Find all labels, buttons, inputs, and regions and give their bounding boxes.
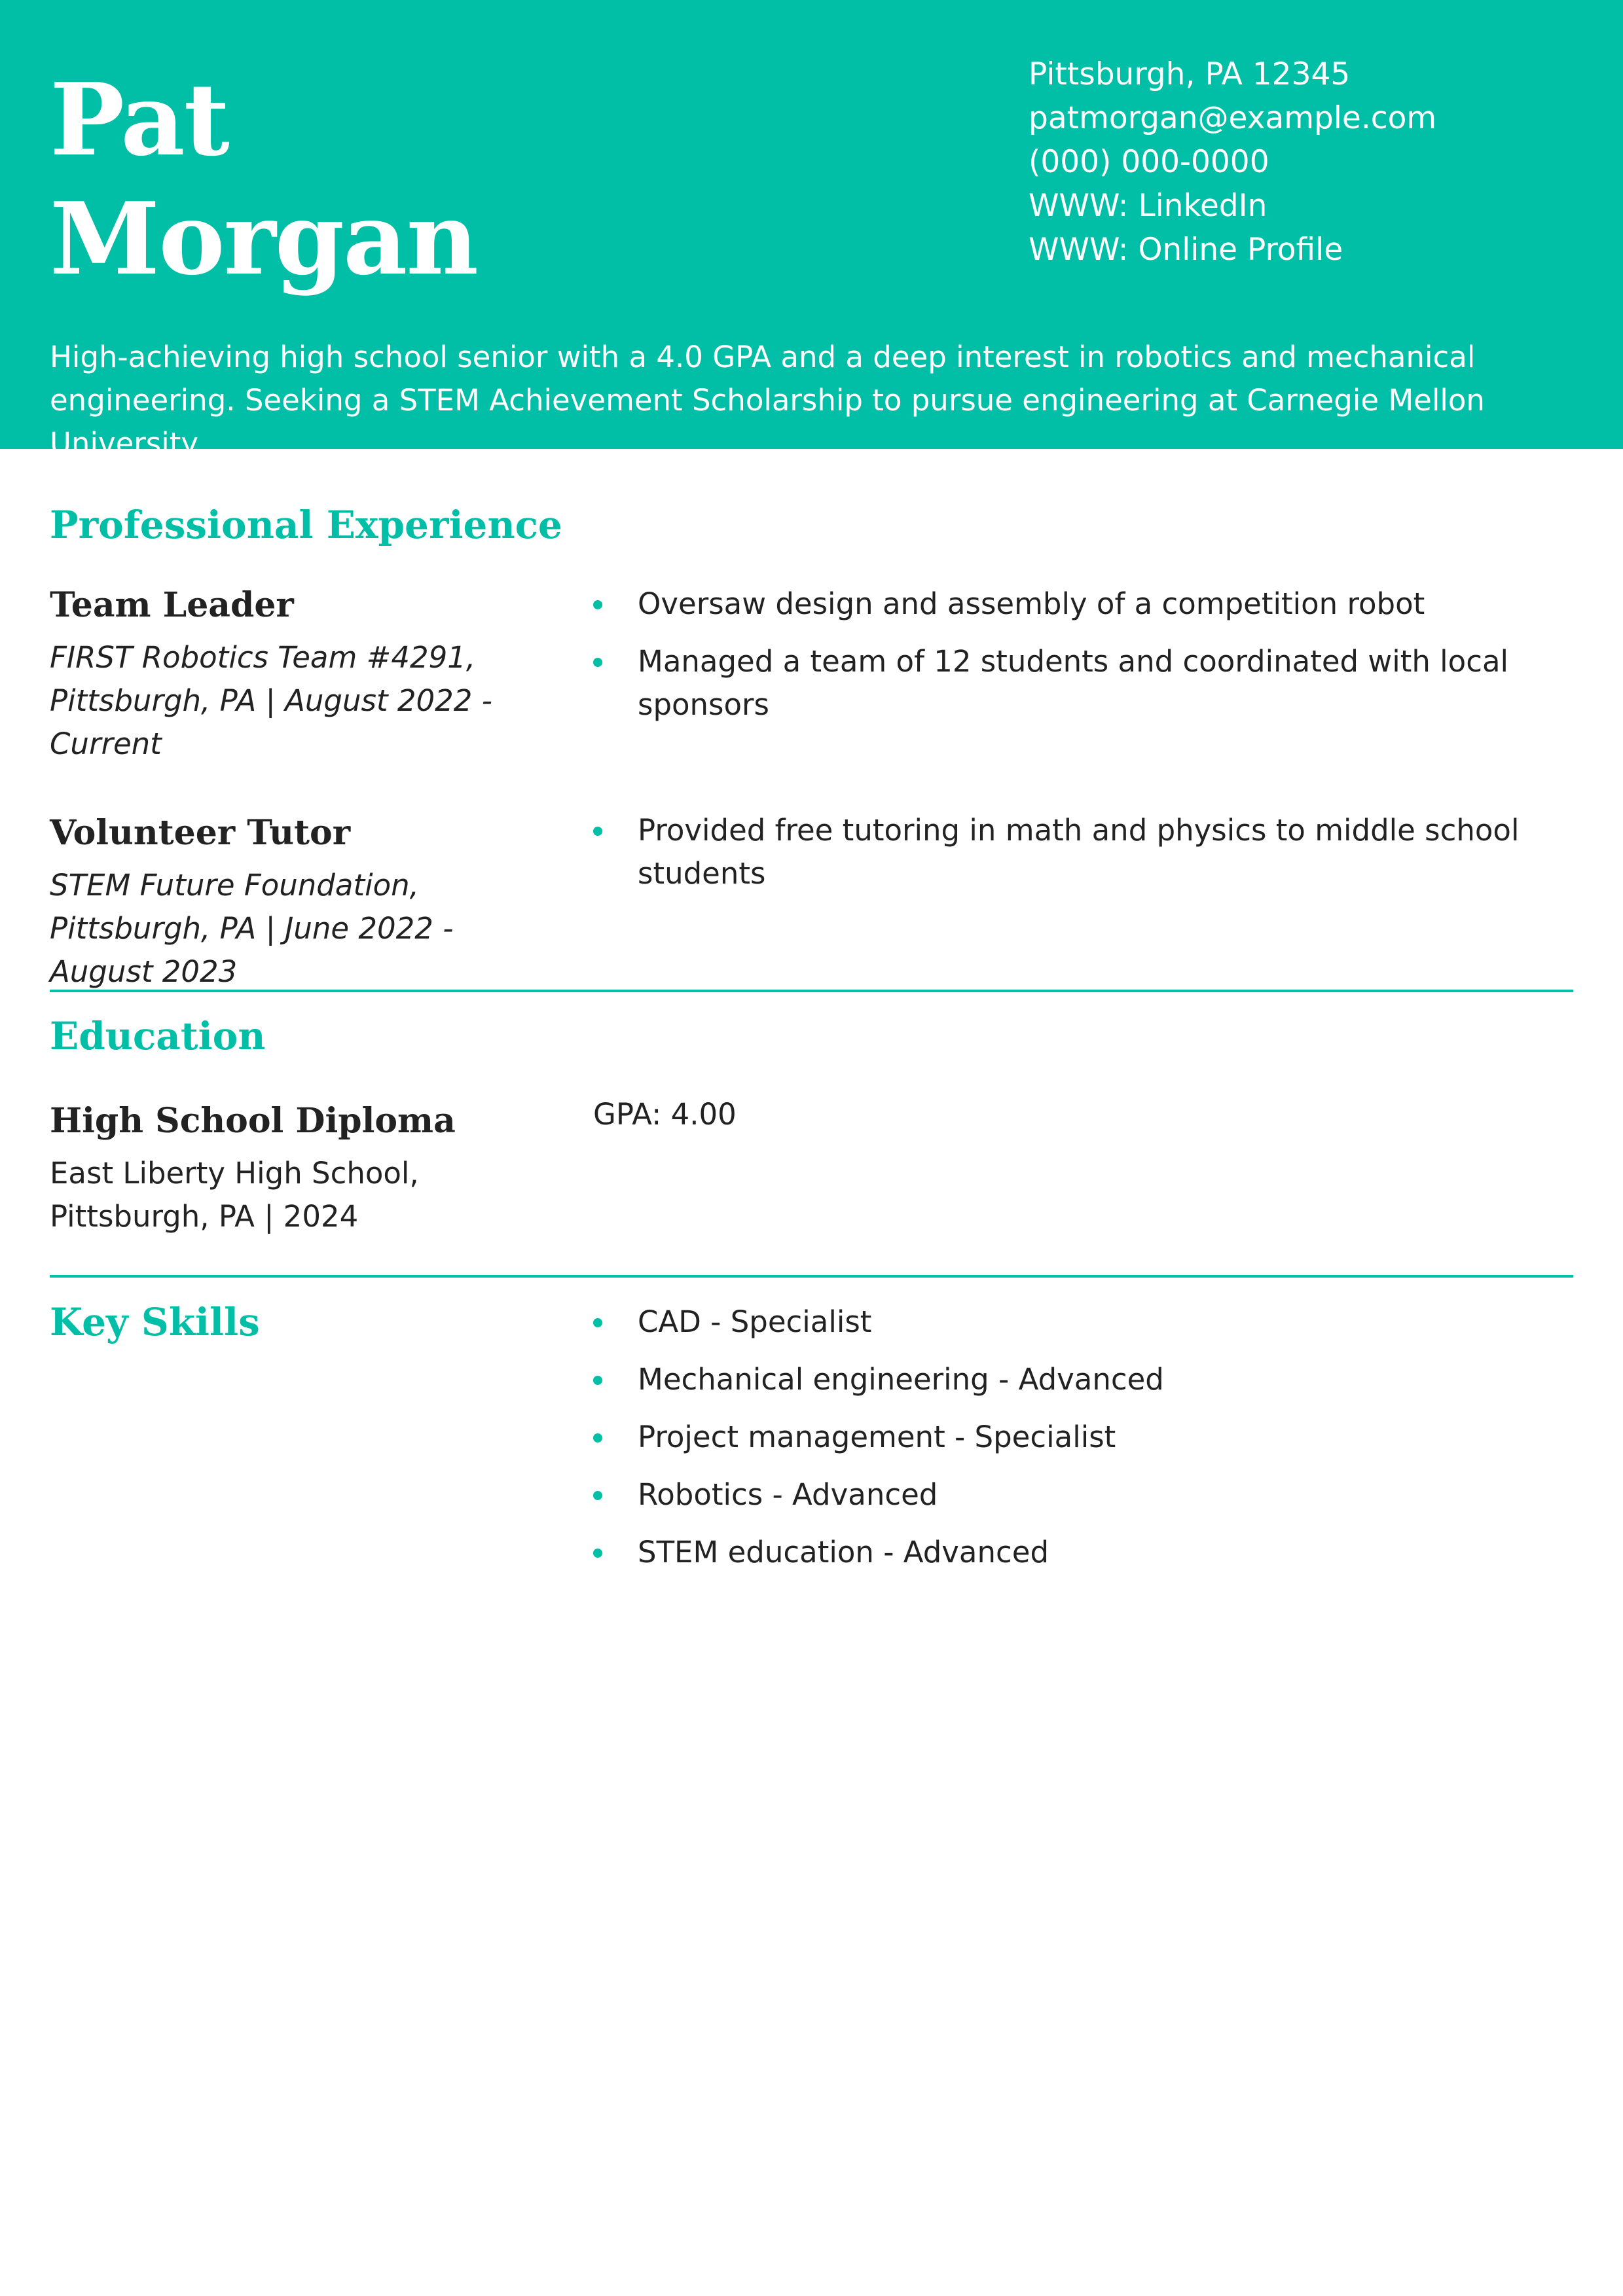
job-location-dates-1: , Pittsburgh, PA | August 2022 - Current bbox=[50, 640, 492, 761]
bullet-text: Provided free tutoring in math and physics to middle school students bbox=[638, 813, 1520, 891]
experience-section-title: Professional Experience bbox=[50, 503, 562, 547]
bullet-dot-icon bbox=[593, 658, 602, 667]
list-item bbox=[593, 809, 1575, 895]
list-item bbox=[593, 1358, 1575, 1401]
job-bullets-1 bbox=[593, 583, 1575, 741]
job-role-2: Volunteer Tutor bbox=[50, 813, 351, 853]
list-item bbox=[593, 583, 1575, 626]
skill-text: Project management - Specialist bbox=[638, 1420, 1116, 1454]
list-item bbox=[593, 1416, 1575, 1459]
bullet-dot-icon bbox=[593, 1433, 602, 1443]
contact-phone: (000) 000-0000 bbox=[1029, 144, 1269, 180]
contact-info bbox=[1029, 52, 1436, 272]
skills-section-title: Key Skills bbox=[50, 1300, 260, 1344]
bullet-dot-icon bbox=[593, 1491, 602, 1500]
bullet-dot-icon bbox=[593, 827, 602, 836]
first-name: Pat bbox=[50, 61, 228, 178]
skill-text: CAD - Specialist bbox=[638, 1304, 872, 1339]
candidate-name bbox=[50, 60, 477, 298]
contact-email[interactable]: patmorgan@example.com bbox=[1029, 100, 1437, 136]
education-school: East Liberty High School, Pittsburgh, PA | 2024 bbox=[50, 1156, 419, 1234]
job-org-1: FIRST Robotics Team #4291 bbox=[50, 640, 466, 675]
bullet-text: Managed a team of 12 students and coordinated with local sponsors bbox=[638, 644, 1509, 722]
list-item bbox=[593, 1473, 1575, 1516]
list-item bbox=[593, 640, 1575, 726]
bullet-dot-icon bbox=[593, 1549, 602, 1558]
list-item bbox=[593, 1531, 1575, 1574]
contact-linkedin-link[interactable]: WWW: LinkedIn bbox=[1029, 188, 1267, 224]
skills-list bbox=[593, 1300, 1575, 1588]
skill-text: Robotics - Advanced bbox=[638, 1477, 938, 1512]
job-meta-2 bbox=[50, 864, 560, 994]
section-divider bbox=[50, 990, 1573, 992]
skill-text: STEM education - Advanced bbox=[638, 1535, 1049, 1570]
job-meta-1 bbox=[50, 636, 560, 766]
last-name: Morgan bbox=[50, 180, 477, 297]
job-bullets-2 bbox=[593, 809, 1575, 910]
job-org-2: STEM Future Foundation bbox=[50, 868, 410, 903]
list-item bbox=[593, 1300, 1575, 1344]
bullet-dot-icon bbox=[593, 1318, 602, 1327]
education-degree: High School Diploma bbox=[50, 1101, 456, 1141]
bullet-text: Oversaw design and assembly of a competition robot bbox=[638, 586, 1425, 621]
contact-address: Pittsburgh, PA 12345 bbox=[1029, 56, 1351, 92]
education-gpa: GPA: 4.00 bbox=[593, 1097, 737, 1132]
bullet-dot-icon bbox=[593, 1376, 602, 1385]
professional-summary: High-achieving high school senior with a 4.0 GPA and a deep interest in robotics and mechanical engineering. Seeking a STEM Achievement Scholarship to pursue engineering at Carnegie Mellon University. bbox=[50, 340, 1485, 461]
skill-text: Mechanical engineering - Advanced bbox=[638, 1362, 1164, 1397]
job-location-dates-2: , Pittsburgh, PA | June 2022 - August 2023 bbox=[50, 868, 454, 989]
job-role-1: Team Leader bbox=[50, 585, 294, 625]
bullet-dot-icon bbox=[593, 600, 602, 609]
resume-header bbox=[0, 0, 1623, 461]
education-section-title: Education bbox=[50, 1014, 266, 1058]
section-divider bbox=[50, 1275, 1573, 1278]
contact-online-profile-link[interactable]: WWW: Online Profile bbox=[1029, 232, 1343, 268]
